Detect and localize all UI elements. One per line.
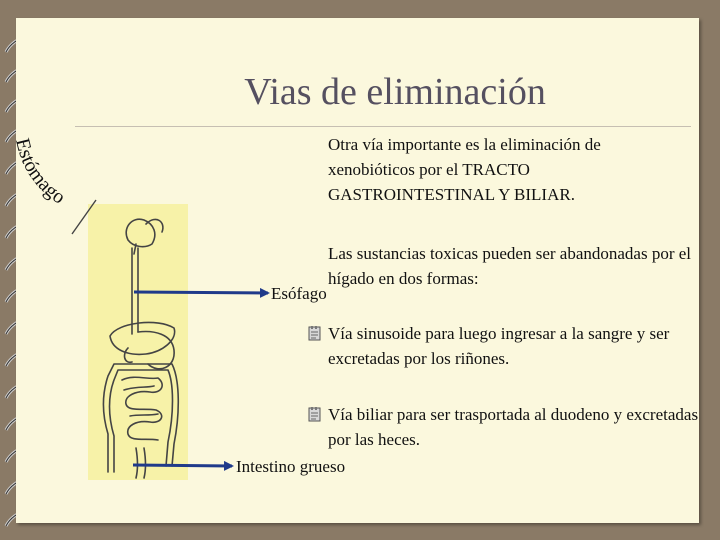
paragraph-gi-tract: Otra vía importante es la eliminación de xenobióticos por el TRACTO GASTROINTESTINAL Y BILIAR. xyxy=(328,135,601,204)
slide-title: Vias de eliminación xyxy=(244,71,546,113)
stomach-label xyxy=(0,132,90,232)
large-intestine-label: Intestino grueso xyxy=(236,457,346,476)
svg-text:Estómago xyxy=(11,136,69,208)
notepad-bullet-icon xyxy=(308,406,322,422)
title-divider xyxy=(75,126,691,127)
bullet-text: Vía sinusoide para luego ingresar a la sangre y ser excretadas por los riñones. xyxy=(328,324,670,368)
bullet-text: Vía biliar para ser trasportada al duodeno y excretadas por las heces. xyxy=(328,405,699,449)
paragraph-liver-routes: Las sustancias toxicas pueden ser abandonadas por el hígado en dos formas: xyxy=(328,244,692,288)
bullet-item-biliary xyxy=(308,402,703,452)
stomach-label-text: Estómago xyxy=(10,136,70,209)
notepad-bullet-icon xyxy=(308,325,322,341)
digestive-system-illustration xyxy=(88,204,188,480)
esophagus-label: Esófago xyxy=(271,284,327,303)
bullet-item-sinusoid xyxy=(308,321,703,371)
